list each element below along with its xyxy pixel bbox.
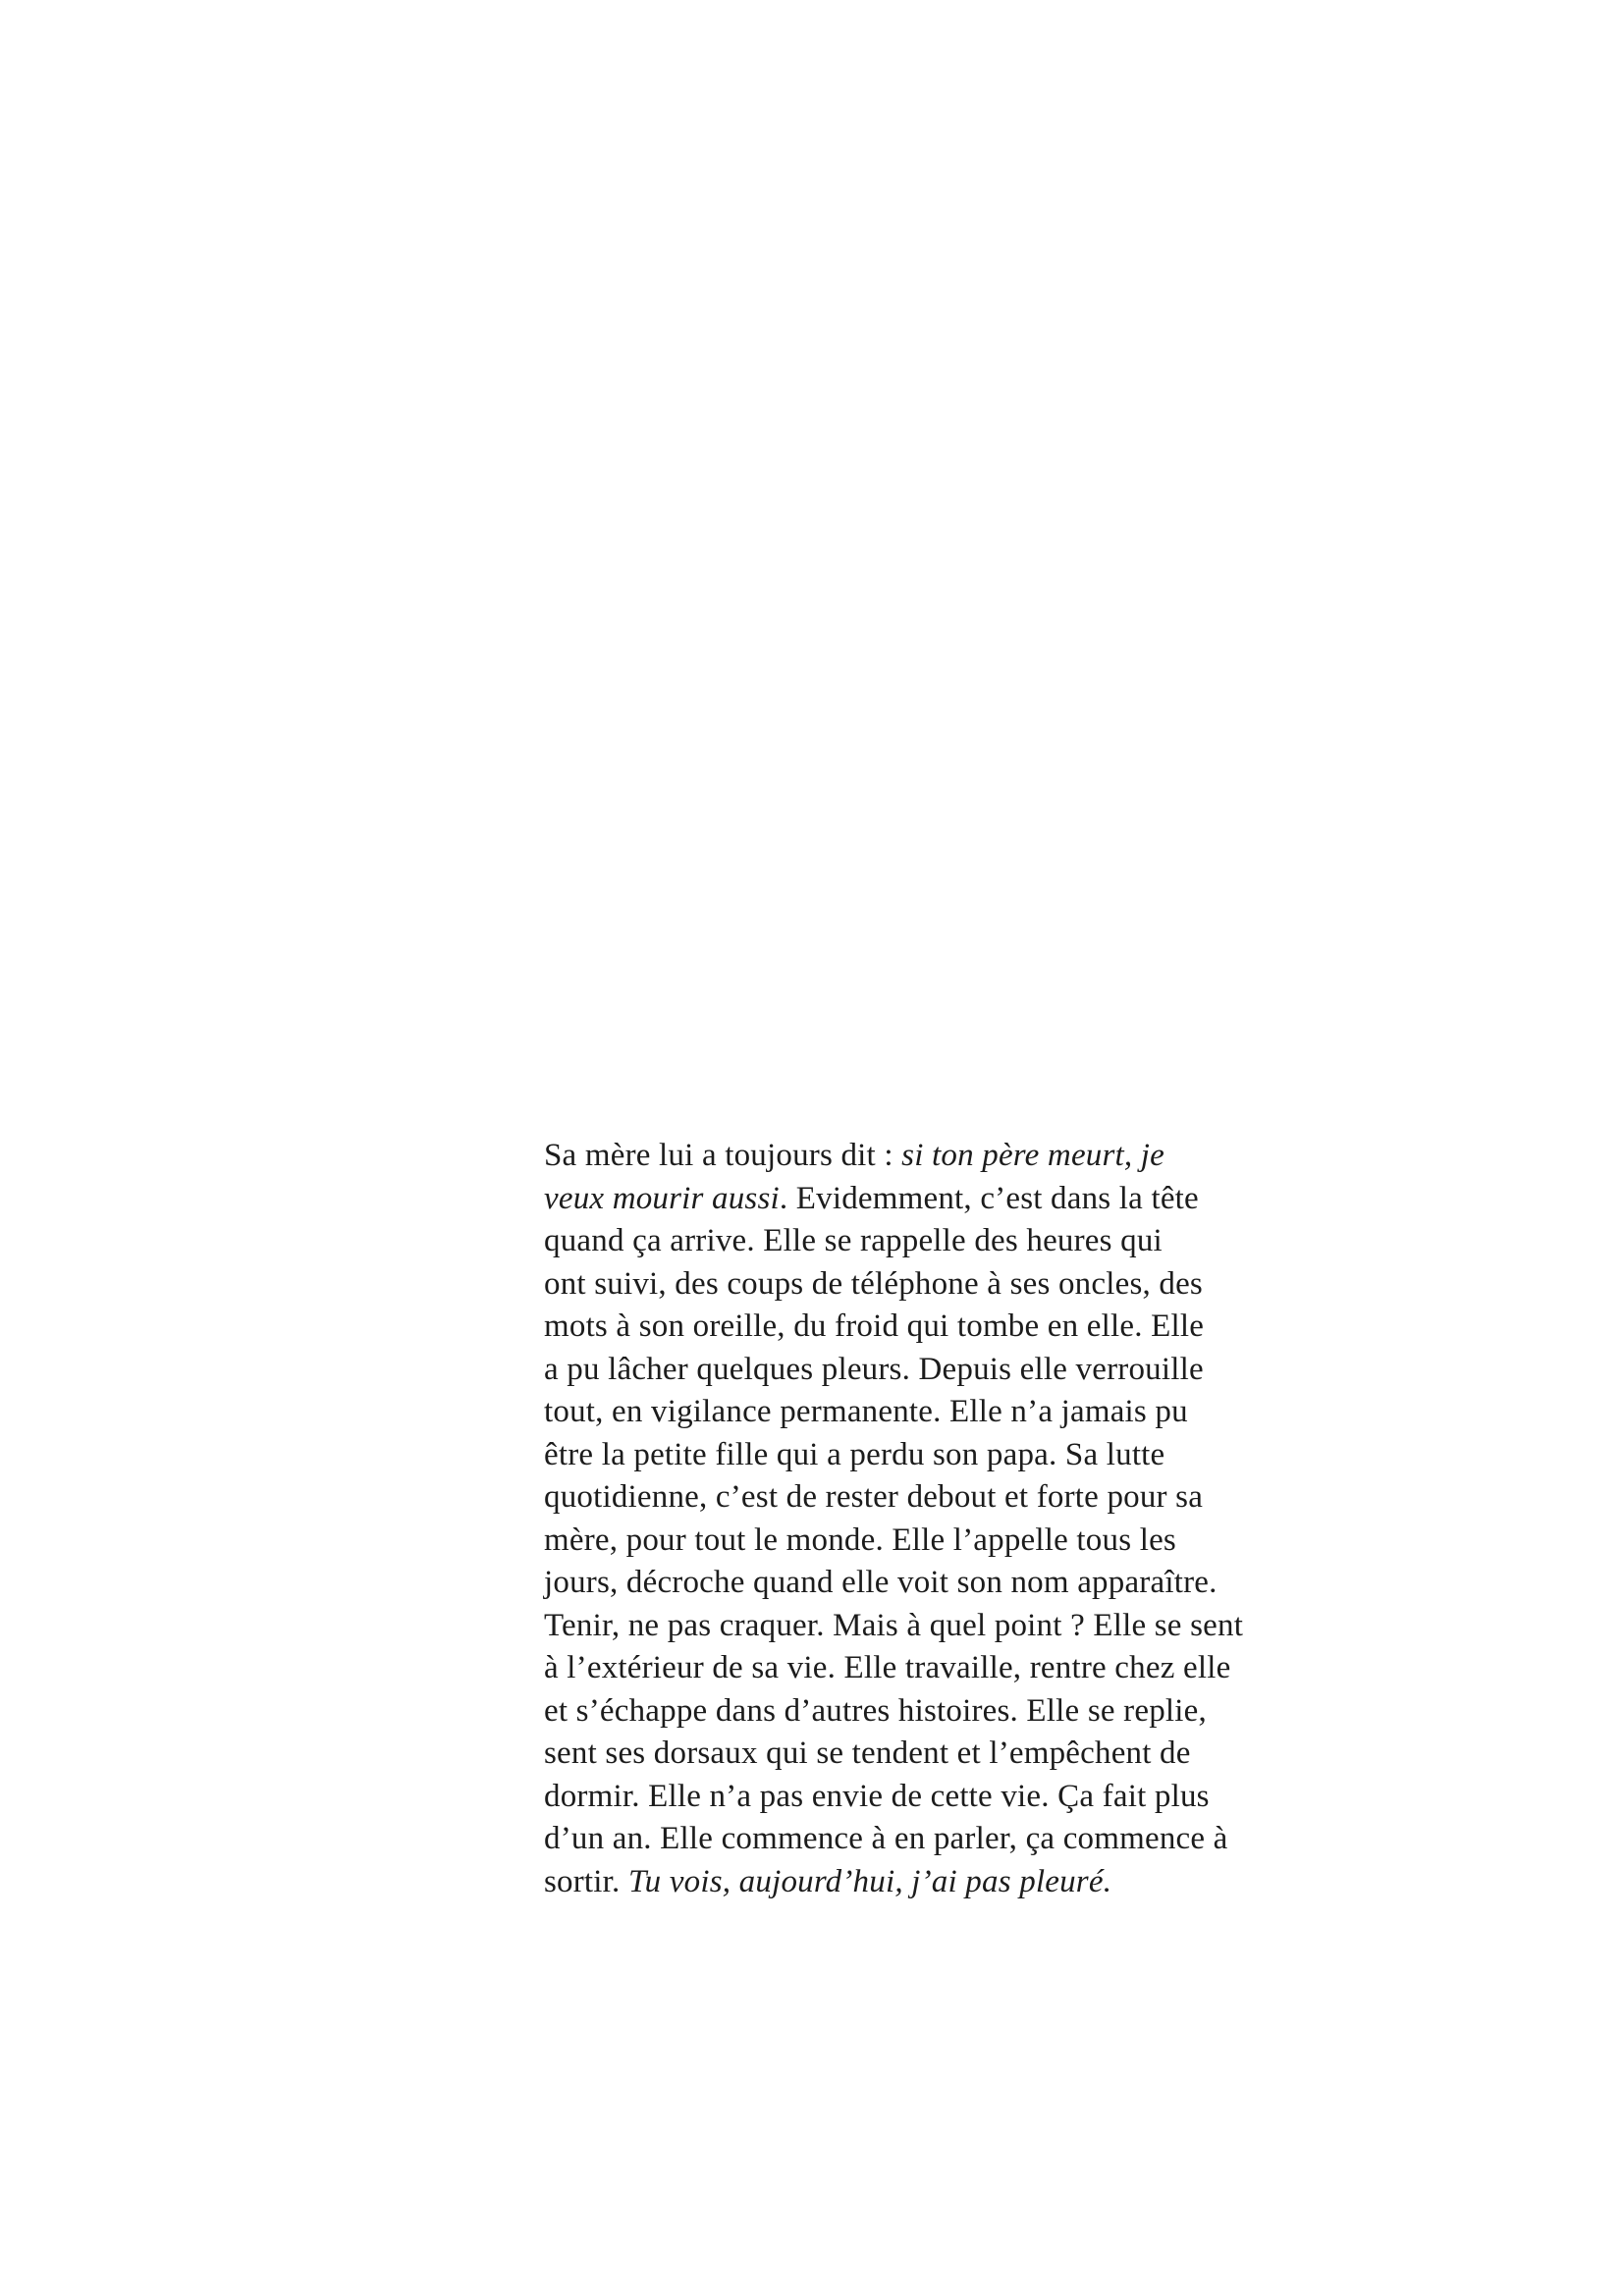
text-segment: ont suivi, des coups de téléphone à ses oncles, des [544, 1265, 1203, 1302]
text-segment: dormir. Elle n’a pas envie de cette vie. Ça fait plus [544, 1778, 1210, 1814]
text-segment: quand ça arrive. Elle se rappelle des heures qui [544, 1223, 1163, 1258]
text-segment: si ton père meurt, je [901, 1138, 1165, 1173]
text-segment: à l’extérieur de sa vie. Elle travaille, rentre chez elle [544, 1650, 1231, 1685]
text-segment: et s’échappe dans d’autres histoires. Elle se replie, [544, 1692, 1207, 1729]
text-segment: être la petite fille qui a perdu son papa. Sa lutte [544, 1436, 1165, 1472]
text-segment: jours, décroche quand elle voit son nom apparaître. [544, 1565, 1218, 1600]
text-segment: Sa mère lui a toujours dit : [544, 1138, 902, 1173]
text-segment: quotidienne, c’est de rester debout et forte pour sa [544, 1479, 1204, 1515]
paragraph-text [544, 1135, 1359, 1903]
text-segment: Tu vois, aujourd’hui, j’ai pas pleuré. [627, 1863, 1112, 1899]
text-segment: d’un an. Elle commence à en parler, ça commence à [544, 1821, 1228, 1856]
text-segment: tout, en vigilance permanente. Elle n’a jamais pu [544, 1394, 1188, 1429]
text-segment: Tenir, ne pas craquer. Mais à quel point ? Elle se sent [544, 1607, 1244, 1643]
text-segment: mots à son oreille, du froid qui tombe en elle. Elle [544, 1308, 1205, 1344]
text-segment: . Evidemment, c’est dans la tête [779, 1180, 1199, 1216]
text-segment: a pu lâcher quelques pleurs. Depuis elle verrouille [544, 1351, 1204, 1387]
text-segment: mère, pour tout le monde. Elle l’appelle tous les [544, 1522, 1176, 1558]
text-segment: veux mourir aussi [544, 1180, 780, 1216]
text-segment: sent ses dorsaux qui se tendent et l’empêchent de [544, 1735, 1191, 1771]
text-segment: sortir. [544, 1863, 628, 1899]
